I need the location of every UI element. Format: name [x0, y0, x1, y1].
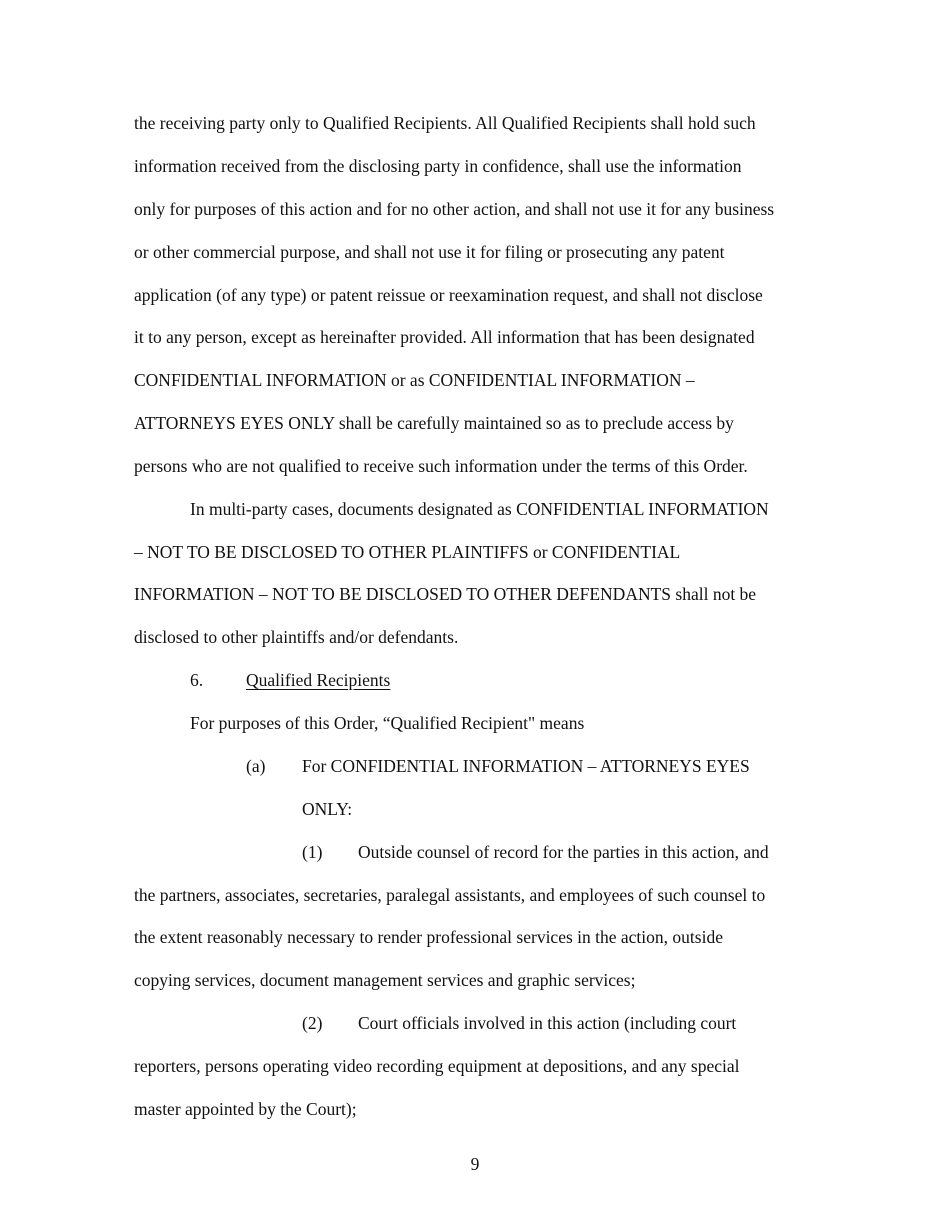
body-text-line: or other commercial purpose, and shall not use it for filing or prosecuting any patent	[134, 242, 725, 262]
body-text-line: INFORMATION – NOT TO BE DISCLOSED TO OTHER DEFENDANTS shall not be	[134, 584, 757, 604]
body-text-line: CONFIDENTIAL INFORMATION or as CONFIDENTIAL INFORMATION –	[134, 370, 695, 390]
body-text-line: – NOT TO BE DISCLOSED TO OTHER PLAINTIFFS or CONFIDENTIAL	[134, 542, 681, 562]
section-number: 6.	[190, 670, 204, 690]
item-1-text: the partners, associates, secretaries, paralegal assistants, and employees of such counsel to	[134, 885, 766, 905]
body-text-line: disclosed to other plaintiffs and/or defendants.	[134, 627, 459, 647]
body-text-line: persons who are not qualified to receive such information under the terms of this Order.	[134, 456, 748, 476]
item-1-text: copying services, document management services and graphic services;	[134, 970, 636, 990]
body-text-line: it to any person, except as hereinafter provided. All information that has been designated	[134, 327, 755, 347]
section-intro: For purposes of this Order, “Qualified Recipient" means	[190, 713, 585, 733]
section-heading: Qualified Recipients	[246, 670, 391, 690]
body-text-line: ATTORNEYS EYES ONLY shall be carefully maintained so as to preclude access by	[134, 413, 734, 433]
item-a-text: For CONFIDENTIAL INFORMATION – ATTORNEYS EYES	[302, 756, 750, 776]
body-text-line: application (of any type) or patent reissue or reexamination request, and shall not disclose	[134, 285, 763, 305]
item-1-text: Outside counsel of record for the parties in this action, and	[358, 842, 769, 862]
item-1-text: the extent reasonably necessary to render professional services in the action, outside	[134, 927, 723, 947]
body-text-line: information received from the disclosing party in confidence, shall use the information	[134, 156, 742, 176]
item-2-text: Court officials involved in this action (including court	[358, 1013, 737, 1033]
item-2-text: reporters, persons operating video recording equipment at depositions, and any special	[134, 1056, 740, 1076]
page-number: 9	[470, 1154, 480, 1174]
body-text-line: the receiving party only to Qualified Recipients. All Qualified Recipients shall hold such	[134, 113, 756, 133]
item-1-label: (1)	[302, 842, 323, 862]
item-2-text: master appointed by the Court);	[134, 1099, 357, 1119]
body-text-line: only for purposes of this action and for no other action, and shall not use it for any business	[134, 199, 775, 219]
body-text-line: In multi-party cases, documents designated as CONFIDENTIAL INFORMATION	[190, 499, 769, 519]
item-2-label: (2)	[302, 1013, 323, 1033]
item-a-label: (a)	[246, 756, 266, 776]
item-a-text: ONLY:	[302, 799, 353, 819]
